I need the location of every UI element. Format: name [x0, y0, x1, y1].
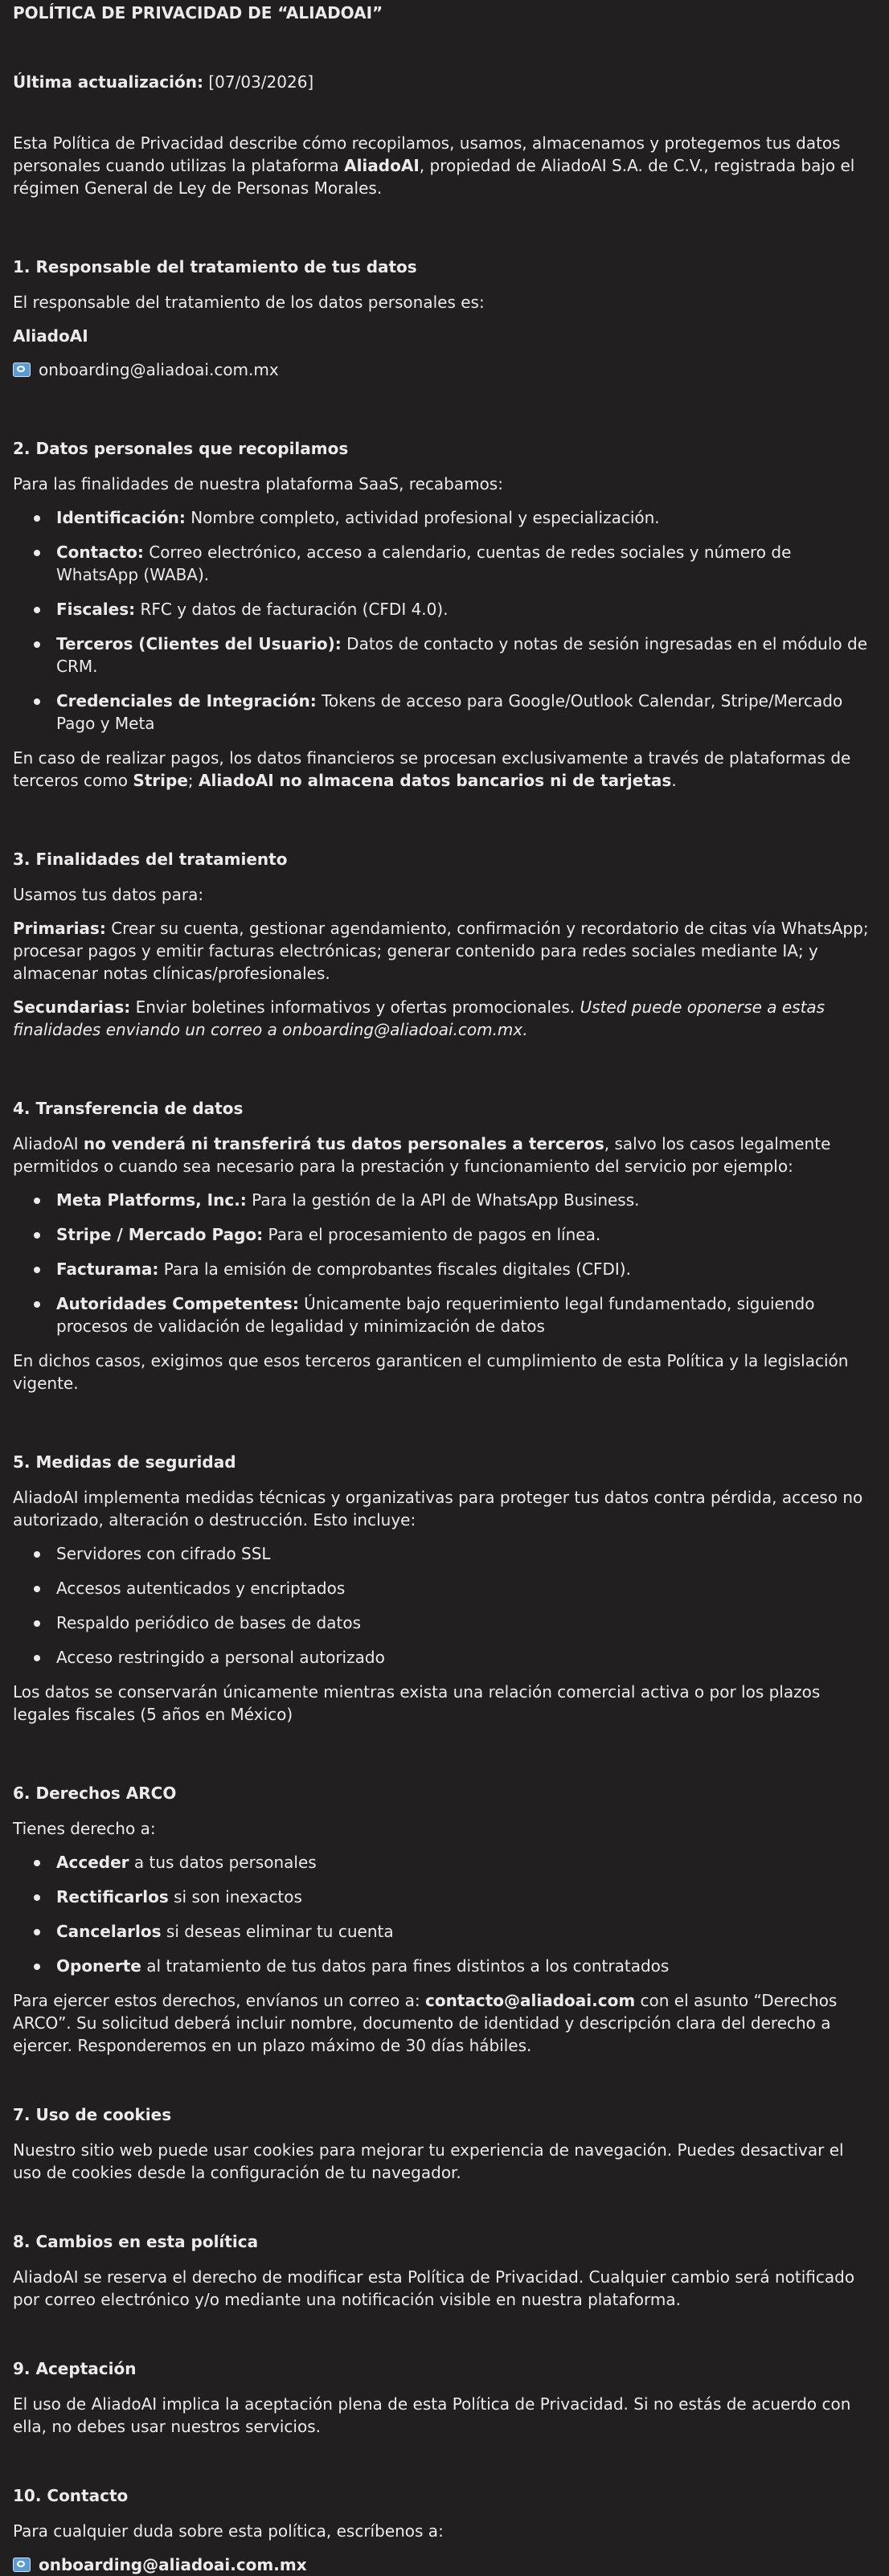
- list-item: Stripe / Mercado Pago: Para el procesamiento de pagos en línea.: [56, 1223, 876, 1246]
- section-10-text: Para cualquier duda sobre esta política, escríbenos a:: [13, 2521, 444, 2541]
- section-6-text: Tienes derecho a:: [13, 1819, 156, 1838]
- section-2-heading: 2. Datos personales que recopilamos: [13, 439, 349, 458]
- list-item: Fiscales: RFC y datos de facturación (CFDI 4.0).: [56, 598, 876, 620]
- list-item: Contacto: Correo electrónico, acceso a calendario, cuentas de redes sociales y número de WhatsApp (WABA).: [56, 541, 876, 586]
- list-item: Respaldo periódico de bases de datos: [56, 1612, 876, 1634]
- section-2-text: Para las finalidades de nuestra plataforma SaaS, recabamos:: [13, 474, 503, 493]
- section-1-text: El responsable del tratamiento de los datos personales es:: [13, 293, 485, 312]
- contact-email[interactable]: onboarding@aliadoai.com.mx: [39, 2555, 307, 2574]
- section-4-text: AliadoAI no venderá ni transferirá tus datos personales a terceros, salvo los casos legalmente permitidos o cuando sea necesario para la prestación y funcionamiento del servicio por ejemplo:: [13, 1134, 831, 1176]
- list-item: Servidores con cifrado SSL: [56, 1542, 876, 1565]
- arco-contact-email[interactable]: contacto@aliadoai.com: [424, 1991, 636, 2010]
- section-5-text: AliadoAI implementa medidas técnicas y organizativas para proteger tus datos contra pérdida, acceso no autorizado, alteración o destrucción. Esto incluye:: [13, 1488, 863, 1530]
- section-10-heading: 10. Contacto: [13, 2486, 129, 2505]
- section-5-heading: 5. Medidas de seguridad: [13, 1452, 236, 1472]
- section-4-closing: En dichos casos, exigimos que esos terceros garanticen el cumplimiento de esta Política y la legislación vigente.: [13, 1351, 849, 1393]
- section-9-heading: 9. Aceptación: [13, 2359, 137, 2378]
- list-item: Meta Platforms, Inc.: Para la gestión de la API de WhatsApp Business.: [56, 1189, 876, 1211]
- section-9-text: El uso de AliadoAI implica la aceptación plena de esta Política de Privacidad. Si no estás de acuerdo con ella, no debes usar nuestros servicios.: [13, 2394, 851, 2436]
- list-item: Oponerte al tratamiento de tus datos para fines distintos a los contratados: [56, 1955, 876, 1977]
- list-item: Cancelarlos si deseas eliminar tu cuenta: [56, 1920, 876, 1943]
- responsible-name: AliadoAI: [13, 326, 88, 346]
- last-updated: Última actualización: [07/03/2026]: [13, 72, 314, 92]
- section-6-list: [13, 1851, 876, 1977]
- section-2-closing: En caso de realizar pagos, los datos financieros se procesan exclusivamente a través de plataformas de terceros como Stripe; AliadoAI no almacena datos bancarios ni de tarjetas.: [13, 748, 851, 790]
- page-title: POLÍTICA DE PRIVACIDAD DE “ALIADOAI”: [13, 3, 383, 23]
- section-6-closing: Para ejercer estos derechos, envíanos un correo a: contacto@aliadoai.com con el asunto “Derechos ARCO”. Su solicitud deberá incluir nombre, documento de identidad y descripción clara del derecho a ejercer. Responderemos en un plazo máximo de 30 días hábiles.: [13, 1991, 838, 2055]
- section-5-closing: Los datos se conservarán únicamente mientras exista una relación comercial activa o por los plazos legales fiscales (5 años en México): [13, 1682, 821, 1724]
- list-item: Autoridades Competentes: Únicamente bajo requerimiento legal fundamentado, siguiendo procesos de validación de legalidad y minimización de datos: [56, 1292, 876, 1337]
- secondary-purposes: Secundarias: Enviar boletines informativos y ofertas promocionales. Usted puede oponerse a estas finalidades enviando un correo a onboarding@aliadoai.com.mx.: [13, 997, 826, 1039]
- section-7-heading: 7. Uso de cookies: [13, 2105, 172, 2124]
- section-7-text: Nuestro sitio web puede usar cookies para mejorar tu experiencia de navegación. Puedes desactivar el uso de cookies desde la configuración de tu navegador.: [13, 2140, 844, 2182]
- section-4-heading: 4. Transferencia de datos: [13, 1099, 244, 1118]
- list-item: Rectificarlos si son inexactos: [56, 1886, 876, 1908]
- email-icon: [13, 2558, 31, 2572]
- responsible-email[interactable]: onboarding@aliadoai.com.mx: [39, 360, 279, 379]
- section-4-list: [13, 1189, 876, 1337]
- section-1-heading: 1. Responsable del tratamiento de tus datos: [13, 257, 417, 276]
- list-item: Facturama: Para la emisión de comprobantes fiscales digitales (CFDI).: [56, 1258, 876, 1280]
- list-item: Credenciales de Integración: Tokens de acceso para Google/Outlook Calendar, Stripe/Mercado Pago y Meta: [56, 690, 876, 735]
- section-3-text: Usamos tus datos para:: [13, 885, 204, 904]
- section-3-heading: 3. Finalidades del tratamiento: [13, 850, 288, 869]
- email-icon: [13, 362, 31, 377]
- intro-paragraph: Esta Política de Privacidad describe cómo recopilamos, usamos, almacenamos y protegemos tus datos personales cuando utilizas la plataforma AliadoAI, propiedad de AliadoAI S.A. de C.V., registrada bajo el régimen General de Ley de Personas Morales.: [13, 133, 855, 198]
- section-2-list: [13, 506, 876, 735]
- section-8-heading: 8. Cambios en esta política: [13, 2232, 259, 2251]
- list-item: Acceso restringido a personal autorizado: [56, 1646, 876, 1669]
- contact-email-row: [13, 2553, 876, 2576]
- primary-purposes: Primarias: Crear su cuenta, gestionar agendamiento, confirmación y recordatorio de citas vía WhatsApp; procesar pagos y emitir facturas electrónicas; generar contenido para redes sociales mediante IA; y almacenar notas clínicas/profesionales.: [13, 919, 869, 983]
- list-item: Accesos autenticados y encriptados: [56, 1577, 876, 1599]
- section-5-list: [13, 1542, 876, 1669]
- section-8-text: AliadoAI se reserva el derecho de modificar esta Política de Privacidad. Cualquier cambio será notificado por correo electrónico y/o mediante una notificación visible en nuestra plataforma.: [13, 2267, 855, 2309]
- list-item: Identificación: Nombre completo, actividad profesional y especialización.: [56, 506, 876, 529]
- list-item: Terceros (Clientes del Usuario): Datos de contacto y notas de sesión ingresadas en el módulo de CRM.: [56, 633, 876, 678]
- section-6-heading: 6. Derechos ARCO: [13, 1784, 177, 1803]
- list-item: Acceder a tus datos personales: [56, 1851, 876, 1874]
- responsible-email-row: [13, 358, 876, 381]
